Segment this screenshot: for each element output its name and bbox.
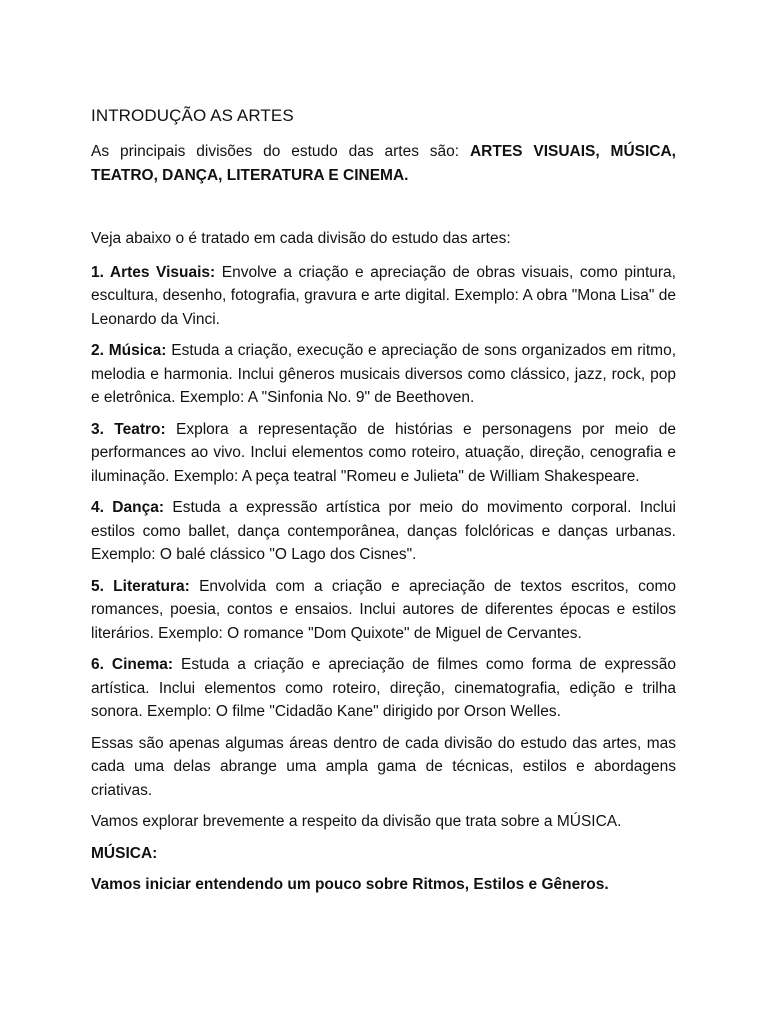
division-label: 2. Música: — [91, 342, 167, 359]
intro-text: As principais divisões do estudo das artes são: — [91, 143, 470, 160]
division-visual-arts — [91, 261, 676, 332]
division-label: 1. Artes Visuais: — [91, 263, 216, 281]
division-label: 4. Dança: — [91, 499, 164, 516]
division-text: Explora a representação de histórias e personagens por meio de performances ao vivo. Inclui elementos como roteiro, atuação, direção, cenografia e iluminação. Exemplo: A peça teatral "Romeu e Julieta" de William Shakespeare. — [91, 420, 676, 485]
division-literature — [91, 575, 676, 646]
division-label: 5. Literatura: — [91, 577, 190, 595]
document-page — [91, 104, 676, 905]
document-title: INTRODUÇÃO AS ARTES — [91, 106, 294, 125]
division-dance — [91, 496, 676, 567]
division-cinema — [91, 653, 676, 724]
explore-paragraph: Vamos explorar brevemente a respeito da divisão que trata sobre a MÚSICA. — [91, 813, 622, 830]
division-label: 6. Cinema: — [91, 656, 174, 673]
intro-divisions-list: ARTES VISUAIS, MÚSICA, TEATRO, DANÇA, LITERATURA E CINEMA. — [91, 143, 676, 184]
lead-paragraph: Veja abaixo o é tratado em cada divisão do estudo das artes: — [91, 230, 511, 247]
closing-paragraph: Essas são apenas algumas áreas dentro de cada divisão do estudo das artes, mas cada uma delas abrange uma ampla gama de técnicas, estilos e abordagens criativas. — [91, 734, 676, 799]
division-text: Estuda a expressão artística por meio do movimento corporal. Inclui estilos como ballet, dança contemporânea, danças folclóricas e danças urbanas. Exemplo: O balé clássico "O Lago dos Cisnes". — [91, 499, 676, 563]
division-text: Estuda a criação, execução e apreciação de sons organizados em ritmo, melodia e harmonia. Inclui gêneros musicais diversos como clássico, jazz, rock, pop e eletrônica. Exemplo: A "Sinfonia No. 9" de Beethoven. — [91, 342, 676, 406]
division-text: Envolvida com a criação e apreciação de textos escritos, como romances, poesia, contos e ensaios. Inclui autores de diferentes épocas e estilos literários. Exemplo: O romance "Dom Quixote" de Miguel de Cervantes. — [91, 577, 676, 642]
division-label: 3. Teatro: — [91, 420, 166, 438]
division-music — [91, 339, 676, 410]
intro-paragraph — [91, 140, 676, 187]
division-theater — [91, 418, 676, 489]
music-subheading: Vamos iniciar entendendo um pouco sobre Ritmos, Estilos e Gêneros. — [91, 876, 609, 893]
division-text: Estuda a criação e apreciação de filmes como forma de expressão artística. Inclui elementos como roteiro, direção, cinematografia, edição e trilha sonora. Exemplo: O filme "Cidadão Kane" dirigido por Orson Welles. — [91, 656, 677, 720]
music-heading: MÚSICA: — [91, 844, 158, 862]
division-text: Envolve a criação e apreciação de obras visuais, como pintura, escultura, desenho, fotografia, gravura e arte digital. Exemplo: A obra "Mona Lisa" de Leonardo da Vinci. — [91, 263, 676, 328]
